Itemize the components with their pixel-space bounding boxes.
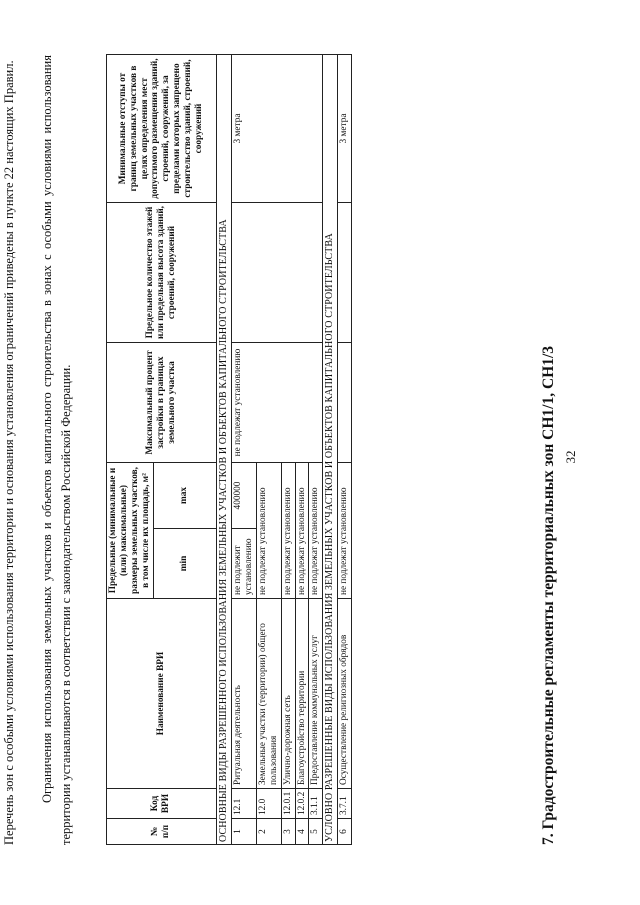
- cell-min-max: не подлежат установлению: [256, 463, 281, 599]
- table-header-row: [107, 55, 154, 845]
- cell-setback: 3 метра: [231, 55, 323, 203]
- cell-min: не подлежит установлению: [231, 529, 256, 599]
- regulations-table: [106, 54, 352, 845]
- cell-code: 12.0.2: [295, 789, 309, 819]
- cell-floors: [338, 203, 352, 343]
- cell-num: 5: [309, 819, 323, 845]
- section-conditional-title: УСЛОВНО РАЗРЕШЕННЫЕ ВИДЫ ИСПОЛЬЗОВАНИЯ ЗЕМЕЛЬНЫХ УЧАСТКОВ И ОБЪЕКТОВ КАПИТАЛЬНОГО СТРОИТЕЛЬСТВА: [323, 55, 338, 845]
- paragraph-list-reference: Перечень зон с особыми условиями использования территории и основания установления ограничений приведены в пункте 22 настоящих Правил.: [2, 60, 16, 845]
- header-setback: Минимальные отступы от границ земельных участков в целях определения мест допустимого размещения зданий, строений, сооружений, за пределами которых запрещено строительство зданий, строений, сооружений: [107, 55, 217, 203]
- paragraph-restrictions: Ограничения использования земельных участков и объектов капитального строительства в зонах с особыми условиями использования территории устанавливаются в соответствии с законодательством Российской Федерации.: [40, 55, 74, 845]
- header-code: Код ВРИ: [107, 789, 217, 819]
- cell-num: 4: [295, 819, 309, 845]
- cell-name: Ритуальная деятельность: [231, 599, 256, 789]
- section-row-main: [216, 55, 231, 845]
- cell-setback: 3 метра: [338, 55, 352, 203]
- page-number: 32: [563, 450, 578, 464]
- header-min: min: [153, 529, 216, 599]
- header-size: Предельные (минимальные и (или) максимальные) размеры земельных участков, в том числе их площадь, м²: [107, 463, 154, 599]
- cell-name: Предоставление коммунальных услуг: [309, 599, 323, 789]
- cell-code: 12.0: [256, 789, 281, 819]
- section-heading: 7. Градостроительные регламенты территориальных зон СН1/1, СН1/3: [540, 345, 557, 845]
- header-num: № п/п: [107, 819, 217, 845]
- cell-name: Осуществление религиозных обрядов: [338, 599, 352, 789]
- cell-num: 1: [231, 819, 256, 845]
- cell-max: 400000: [231, 463, 256, 529]
- cell-floors: [231, 203, 323, 343]
- cell-min-max: не подлежат установлению: [295, 463, 309, 599]
- header-name: Наименование ВРИ: [107, 599, 217, 789]
- section-row-conditional: [323, 55, 338, 845]
- cell-min-max: не подлежат установлению: [309, 463, 323, 599]
- header-floors: Предельное количество этажей или предельная высота зданий, строений, сооружений: [107, 203, 217, 343]
- cell-num: 6: [338, 819, 352, 845]
- table-row: [231, 55, 256, 845]
- cell-code: 3.7.1: [338, 789, 352, 819]
- cell-min-max: не подлежат установлению: [338, 463, 352, 599]
- cell-name: Благоустройство территории: [295, 599, 309, 789]
- cell-num: 2: [256, 819, 281, 845]
- table-row: [338, 55, 352, 845]
- cell-name: Улично-дорожная сеть: [281, 599, 295, 789]
- header-max: max: [153, 463, 216, 529]
- header-percent: Максимальный процент застройки в границах земельного участка: [107, 343, 217, 463]
- section-main-title: ОСНОВНЫЕ ВИДЫ РАЗРЕШЕННОГО ИСПОЛЬЗОВАНИЯ ЗЕМЕЛЬНЫХ УЧАСТКОВ И ОБЪЕКТОВ КАПИТАЛЬНОГО СТРОИТЕЛЬСТВА: [216, 55, 231, 845]
- cell-min-max: не подлежат установлению: [281, 463, 295, 599]
- cell-percent: [338, 343, 352, 463]
- cell-code: 12.1: [231, 789, 256, 819]
- cell-num: 3: [281, 819, 295, 845]
- cell-percent: не подлежат установлению: [231, 343, 323, 463]
- cell-code: 3.1.1: [309, 789, 323, 819]
- cell-code: 12.0.1: [281, 789, 295, 819]
- cell-name: Земельные участки (территории) общего пользования: [256, 599, 281, 789]
